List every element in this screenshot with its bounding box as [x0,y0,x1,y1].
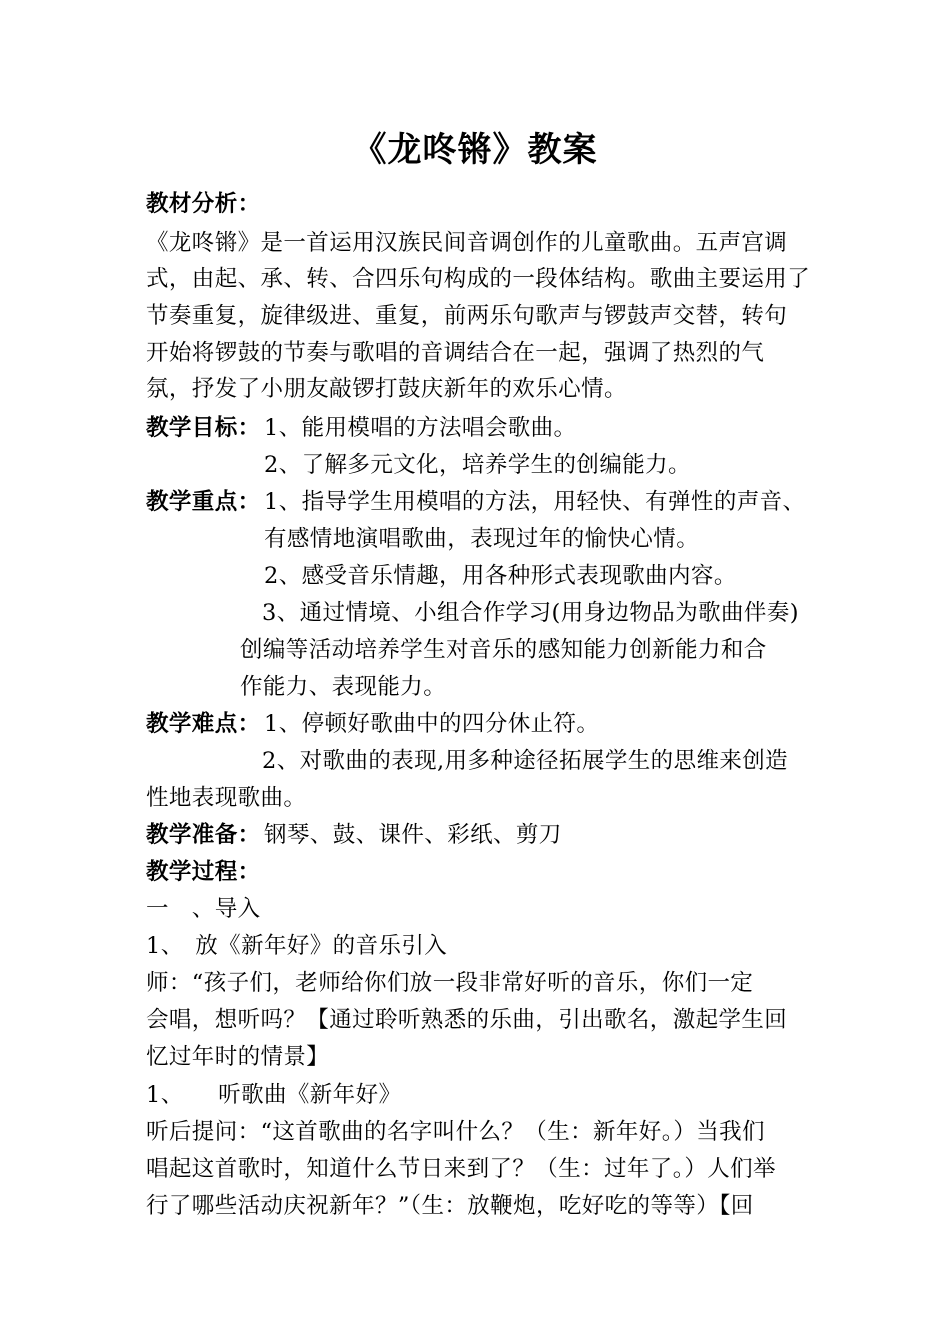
preparation-text: 钢琴、鼓、课件、彩纸、剪刀 [264,822,562,848]
process-line: 听后提问：“这首歌曲的名字叫什么？（生：新年好。）当我们 [146,1119,765,1145]
key-point-line: 创编等活动培养学生对音乐的感知能力创新能力和合 [240,637,767,663]
process-line: 会唱，想听吗？【通过聆听熟悉的乐曲，引出歌名，激起学生回 [146,1007,788,1033]
difficulty-line: 2、对歌曲的表现,用多种途径拓展学生的思维来创造 [262,748,789,774]
process-line: 1、 听歌曲《新年好》 [146,1082,402,1108]
objectives-heading: 教学目标： [146,415,261,441]
difficulties-heading: 教学难点： [146,711,261,737]
process-line: 行了哪些活动庆祝新年？”（生：放鞭炮，吃好吃的等等）【回 [146,1193,754,1219]
key-point-line: 有感情地演唱歌曲，表现过年的愉快心情。 [264,526,700,552]
analysis-line: 《龙咚锵》是一首运用汉族民间音调创作的儿童歌曲。五声宫调 [146,230,788,256]
analysis-line: 开始将锣鼓的节奏与歌唱的音调结合在一起，强调了热烈的气 [146,340,765,366]
analysis-line: 氛，抒发了小朋友敲锣打鼓庆新年的欢乐心情。 [146,376,627,402]
process-line: 唱起这首歌时，知道什么节日来到了？（生：过年了。）人们举 [146,1156,776,1182]
key-point-line: 3、通过情境、小组合作学习(用身边物品为歌曲伴奏) [262,600,799,626]
difficulty-line: 1、停顿好歌曲中的四分休止符。 [264,711,600,737]
process-line: 1、 放《新年好》的音乐引入 [146,933,448,959]
process-line: 师：“孩子们，老师给你们放一段非常好听的音乐，你们一定 [146,970,754,996]
document-title: 《龙咚锵》教案 [352,130,598,170]
key-point-line: 作能力、表现能力。 [240,674,447,700]
analysis-line: 节奏重复，旋律级进、重复，前两乐句歌声与锣鼓声交替，转句 [146,303,788,329]
process-line: 一 、导入 [146,896,261,922]
objective-item: 1、能用模唱的方法唱会歌曲。 [264,415,577,441]
process-heading: 教学过程： [146,859,261,885]
key-point-line: 1、指导学生用模唱的方法，用轻快、有弹性的声音、 [264,489,806,515]
key-points-heading: 教学重点： [146,489,261,515]
process-line: 忆过年时的情景】 [146,1044,330,1070]
analysis-line: 式，由起、承、转、合四乐句构成的一段体结构。歌曲主要运用了 [146,266,811,292]
key-point-line: 2、感受音乐情趣，用各种形式表现歌曲内容。 [264,563,737,589]
analysis-heading: 教材分析： [146,191,261,217]
preparation-heading: 教学准备： [146,822,261,848]
objective-item: 2、了解多元文化，培养学生的创编能力。 [264,452,691,478]
difficulty-line: 性地表现歌曲。 [146,785,307,811]
